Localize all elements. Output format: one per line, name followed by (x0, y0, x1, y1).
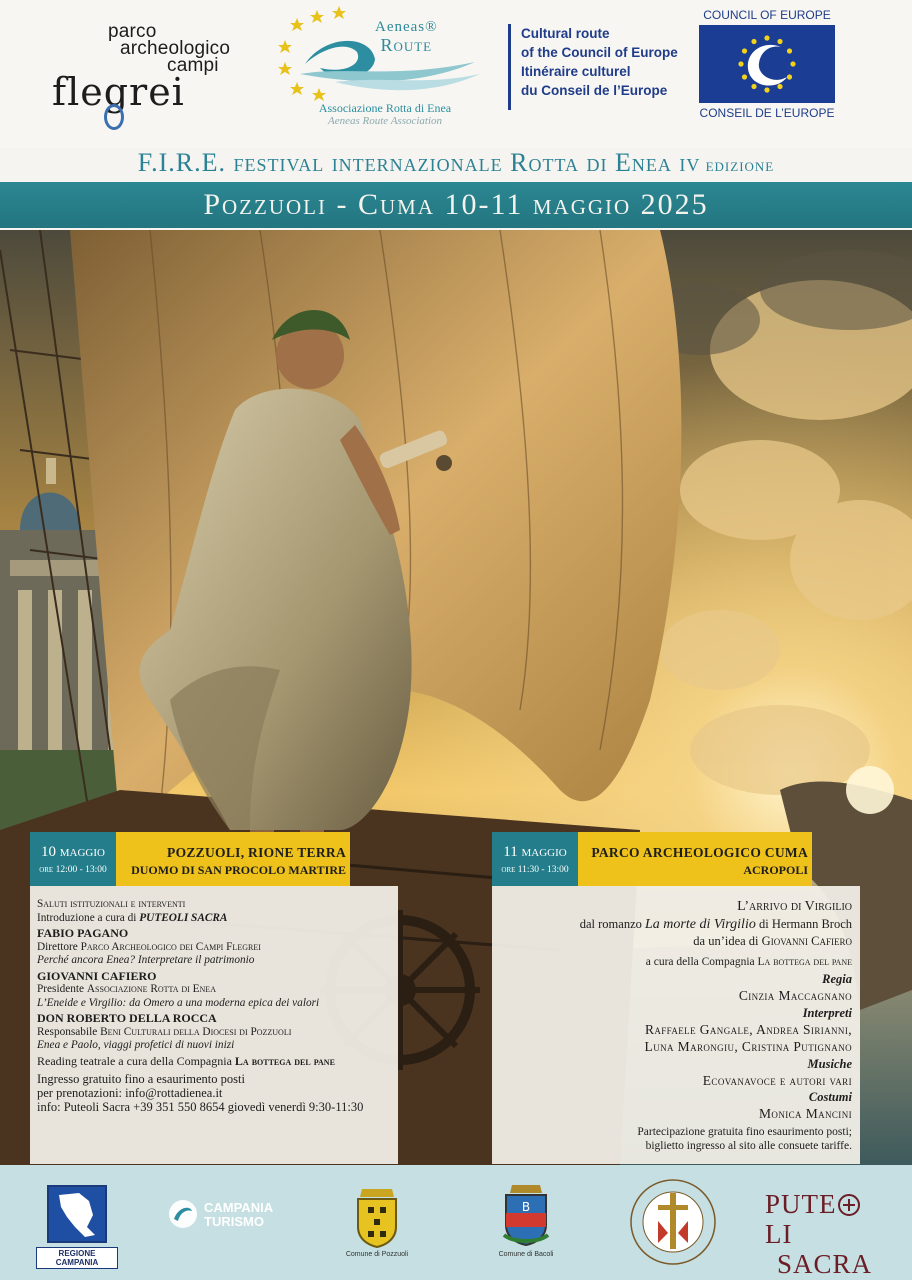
day2-title: L’arrivo di Virgilio (737, 899, 852, 914)
day2-regia: Cinzia Maccagnano (738, 988, 852, 1003)
day2-cura-org: La bottega del pane (757, 955, 852, 968)
coe-star-icon (777, 39, 782, 44)
flegrei-swirl-icon (104, 104, 124, 130)
parco-line2: archeologico (120, 38, 231, 59)
day1-place: POZZUOLI, RIONE TERRA (167, 845, 346, 860)
parco-line4: flegrei (52, 70, 185, 114)
coe-star-icon (787, 74, 792, 79)
cr-line2: of the Council of Europe (521, 45, 678, 60)
puteoli-line2: SACRA (777, 1249, 873, 1279)
bacoli-label: Comune di Bacoli (498, 1251, 554, 1258)
cr-line4: du Conseil de l’Europe (521, 83, 668, 98)
aeneas-assoc-it: Associazione Rotta di Enea (318, 101, 452, 115)
cultural-route-text (508, 24, 683, 110)
campania-turismo-l1: CAMPANIA (204, 1200, 274, 1215)
day2-cura-prefix: a cura della Compagnia (645, 955, 758, 968)
comune-pozzuoli-logo (345, 1187, 409, 1258)
day1-venue: DUOMO DI SAN PROCOLO MARTIRE (131, 863, 346, 877)
day1-p1-role-org: Parco Archeologico dei Campi Flegrei (80, 940, 261, 953)
ecclesia-seal-icon (628, 1177, 718, 1267)
festival-title-main: F.I.R.E. festival internazionale Rotta di Enea (137, 148, 672, 177)
regione-campania-shield-icon (47, 1185, 107, 1243)
day1-intro (37, 912, 390, 926)
day1-header (30, 832, 350, 886)
dates-band: Pozzuoli - Cuma 10-11 maggio 2025 (0, 182, 912, 228)
day1-reading-prefix: Reading teatrale a cura della Compagnia (37, 1053, 235, 1068)
day2-date: 11 maggio (503, 844, 567, 860)
day1-p2-role-prefix: Presidente (37, 983, 87, 995)
day2-idea-prefix: da un’idea di (693, 934, 762, 948)
day2-cura (500, 954, 852, 972)
aeneas-brand-line2: Route (380, 35, 433, 55)
day1-p2-name: GIOVANNI CAFIERO (37, 968, 157, 983)
day2-from (500, 916, 852, 934)
day2-date-box (492, 832, 578, 886)
coe-flag-icon (699, 25, 835, 103)
day1-saluti: Saluti istituzionali e interventi (37, 898, 186, 910)
day2-hours: ore 11:30 - 13:00 (501, 865, 569, 875)
coe-star-icon (777, 84, 782, 89)
campania-turismo-text (204, 1201, 273, 1229)
day1-prenotazioni[interactable]: per prenotazioni: info@rottadienea.it (37, 1086, 223, 1100)
pozzuoli-crest-icon (352, 1187, 402, 1249)
svg-text:B: B (521, 1200, 531, 1214)
day2-interpreti2: Luna Marongiu, Cristina Putignano (644, 1039, 852, 1054)
day1-hours: ore 12:00 - 13:00 (39, 865, 107, 875)
puteoli-l1a: PUTE (765, 1189, 837, 1219)
day2-costumi: Monica Mancini (759, 1106, 852, 1121)
day1-program-panel (30, 886, 398, 1164)
cr-line1: Cultural route (521, 26, 610, 41)
aeneas-brand (375, 18, 438, 54)
campania-turismo-swirl-icon (168, 1199, 198, 1229)
festival-edition: IV edizione (679, 155, 775, 175)
coe-star-icon (742, 48, 747, 53)
day1-place-box (116, 832, 350, 886)
day2-place-box (578, 832, 812, 886)
day1-intro-prefix: Introduzione a cura di (37, 911, 140, 924)
day2-from-suffix: di Hermann Broch (755, 916, 852, 931)
puteoli-sacra-logo (765, 1189, 885, 1279)
day1-p3-name: DON ROBERTO DELLA ROCCA (37, 1011, 217, 1025)
ecclesia-logo (628, 1177, 718, 1269)
day2-place: PARCO ARCHEOLOGICO CUMA (591, 845, 808, 860)
day2-regia-label: Regia (822, 972, 852, 986)
day1-ingresso: Ingresso gratuito fino a esaurimento posti (37, 1072, 245, 1086)
day1-p1-name: FABIO PAGANO (37, 926, 129, 940)
day1-p2-role-org: Associazione Rotta di Enea (86, 983, 216, 995)
day2-interpreti-label: Interpreti (802, 1005, 852, 1020)
coe-star-icon (764, 35, 769, 40)
coe-star-icon (742, 74, 747, 79)
coe-star-icon (787, 48, 792, 53)
day1-intro-org: PUTEOLI SACRA (139, 911, 228, 924)
coe-bottom-label: CONSEIL DE L’EUROPE (699, 106, 835, 120)
day1-p2-talk: L’Eneide e Virgilio: da Omero a una moderna epica dei valori (37, 996, 320, 1009)
coe-star-icon (738, 61, 743, 66)
aeneas-brand-line1: Aeneas® (375, 19, 438, 35)
day1-info: info: Puteoli Sacra +39 351 550 8654 giovedì venerdì 9:30-11:30 (37, 1100, 364, 1114)
day1-p1-talk: Perché ancora Enea? Interpretare il patrimonio (37, 954, 255, 966)
parco-line1: parco (108, 21, 157, 42)
aeneas-route-logo (275, 4, 490, 132)
day1-p2-role (37, 983, 390, 997)
puteoli-l1b: LI (765, 1219, 793, 1249)
coe-top-label: COUNCIL OF EUROPE (703, 8, 831, 22)
parco-line3: campi (167, 55, 219, 76)
aeneas-assoc-en: Aeneas Route Association (327, 115, 443, 127)
day1-p3-talk: Enea e Paolo, viaggi profetici di nuovi inizi (37, 1039, 235, 1051)
coe-star-icon (751, 39, 756, 44)
coe-star-icon (764, 87, 769, 92)
day2-costumi-label: Costumi (808, 1090, 852, 1104)
sponsor-footer (0, 1165, 912, 1280)
day1-date-box (30, 832, 116, 886)
day1-p1-role-prefix: Direttore (37, 940, 81, 953)
day1-reading-org: La bottega del pane (234, 1053, 335, 1068)
pozzuoli-label: Comune di Pozzuoli (345, 1251, 409, 1258)
day1-p3-role-org: Beni Culturali della Diocesi di Pozzuoli (100, 1025, 292, 1038)
day2-idea-name: Giovanni Cafiero (761, 934, 852, 948)
regione-campania-logo (36, 1185, 118, 1267)
day2-note2: biglietto ingresso al sito alle consuete tariffe. (645, 1140, 852, 1152)
day2-from-book: La morte di Virgilio (645, 916, 756, 932)
parco-archeologico-logo (52, 22, 232, 132)
bacoli-crest-icon (498, 1183, 554, 1249)
day2-header (492, 832, 812, 886)
day1-p1-role (37, 941, 390, 955)
day2-from-prefix: dal romanzo (579, 916, 645, 931)
day2-musiche: Ecovanavoce e autori vari (702, 1072, 852, 1088)
day2-musiche-label: Musiche (807, 1056, 852, 1071)
day1-date: 10 maggio (41, 844, 105, 860)
day2-note1: Partecipazione gratuita fino esaurimento posti; (637, 1125, 852, 1138)
day2-idea (500, 933, 852, 951)
header (0, 0, 912, 148)
campania-turismo-l2: TURISMO (204, 1214, 264, 1229)
comune-bacoli-logo (494, 1183, 558, 1258)
coe-star-icon (751, 84, 756, 89)
cr-line3: Itinéraire culturel (521, 64, 631, 79)
festival-title (0, 148, 912, 184)
day1-p3-role-prefix: Responsabile (37, 1025, 101, 1038)
coe-star-icon (790, 61, 795, 66)
council-of-europe-logo (697, 8, 837, 126)
regione-campania-label: REGIONE CAMPANIA (36, 1247, 118, 1269)
day1-reading (37, 1055, 390, 1069)
day2-venue: ACROPOLI (743, 863, 808, 877)
campania-turismo-logo (168, 1199, 288, 1239)
puteoli-cross-icon (838, 1194, 860, 1216)
day2-program-panel (492, 886, 860, 1164)
puteoli-line1 (765, 1189, 885, 1249)
day1-p3-role (37, 1026, 390, 1040)
day2-interpreti1: Raffaele Gangale, Andrea Sirianni, (644, 1021, 852, 1037)
